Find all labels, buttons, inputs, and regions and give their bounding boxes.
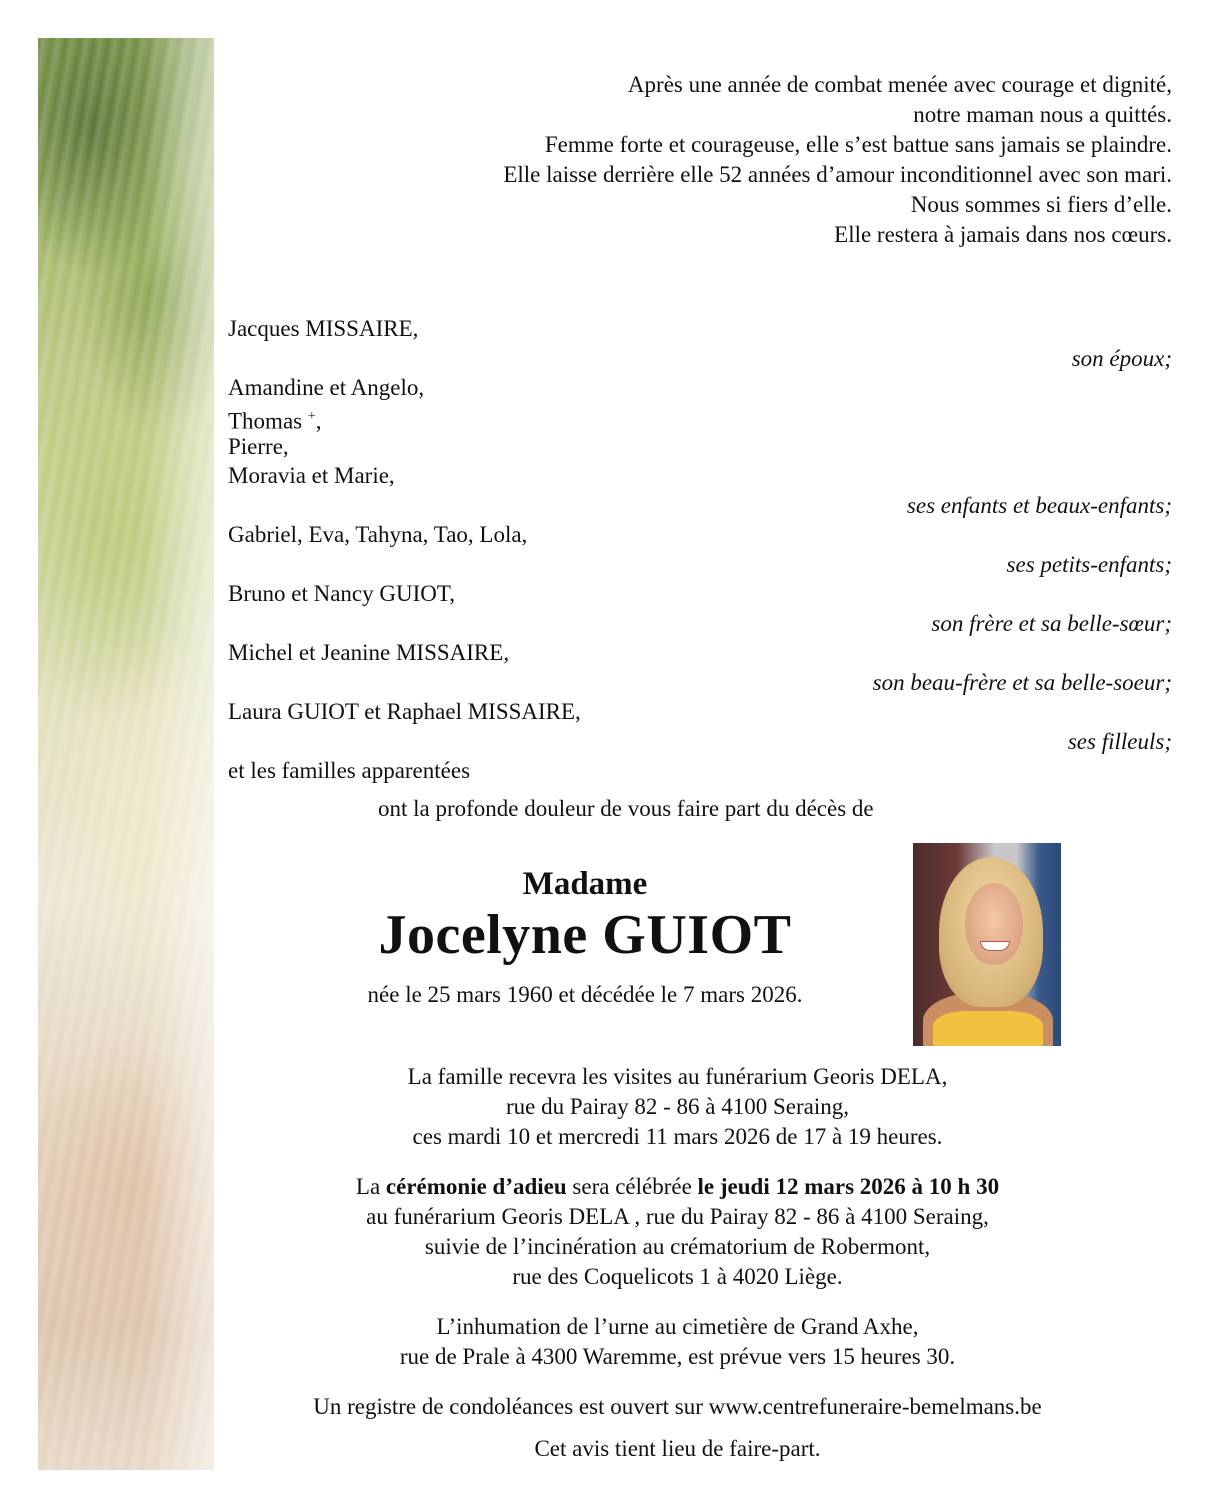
portrait-face [965,883,1023,965]
family-brother: Bruno et Nancy GUIOT, [228,581,455,606]
ceremony-line-3: suivie de l’incinération au crématorium de Robermont, [424,1234,931,1259]
ceremony-line-2: au funérarium Georis DELA , rue du Pairay 82 - 86 à 4100 Seraing, [366,1204,989,1229]
poem-line: Femme forte et courageuse, elle s’est battue sans jamais se plaindre. [544,132,1172,157]
family-children-1: Amandine et Angelo, [228,375,425,400]
portrait-top [933,1011,1043,1046]
poem-line: Elle laisse derrière elle 52 années d’amour inconditionnel avec son mari. [503,162,1172,187]
announcement: ont la profonde douleur de vous faire part du décès de [378,796,874,821]
poem-line: Elle restera à jamais dans nos cœurs. [834,222,1172,247]
relation-children: ses enfants et beaux-enfants; [906,493,1172,518]
visits-line: La famille recevra les visites au funérarium Georis DELA, [407,1064,948,1089]
ceremony-datetime: le jeudi 12 mars 2026 à 10 h 30 [697,1174,1000,1199]
opening-poem [272,70,1172,250]
relation-godchildren: ses filleuls; [1067,729,1172,754]
poem-line: Nous sommes si fiers d’elle. [910,192,1172,217]
child-name: Thomas [228,408,308,434]
banner-fade [144,38,214,1470]
decorative-forest-banner [38,38,214,1470]
deceased-dates: née le 25 mars 1960 et décédée le 7 mars 2026. [367,982,803,1007]
visits-line: ces mardi 10 et mercredi 11 mars 2026 de 17 à 19 heures. [412,1124,943,1149]
deceased-name: Jocelyne GUIOT [378,904,792,966]
ceremony-line-1 [230,1172,1125,1202]
ceremony-label: cérémonie d’adieu [385,1174,567,1199]
deceased-title: Madame [522,866,648,902]
relation-inlaw: son beau-frère et sa belle-soeur; [872,670,1172,695]
family-grandchildren: Gabriel, Eva, Tahyna, Tao, Lola, [228,522,528,547]
deceased-portrait [913,843,1061,1046]
ceremony-line-4: rue des Coquelicots 1 à 4020 Liège. [512,1264,843,1289]
ceremony-text: sera célébrée [566,1174,698,1199]
poem-line: Après une année de combat menée avec courage et dignité, [627,72,1172,97]
family-husband: Jacques MISSAIRE, [228,316,419,341]
burial-line: L’inhumation de l’urne au cimetière de Grand Axhe, [436,1314,919,1339]
visits-info [230,1062,1125,1152]
notice-footer: Cet avis tient lieu de faire-part. [534,1436,821,1461]
ceremony-text: La [355,1174,386,1199]
relation-brother: son frère et sa belle-sœur; [931,611,1172,636]
relation-husband: son époux; [1071,346,1172,371]
family-others: et les familles apparentées [228,758,471,783]
comma: , [315,408,322,434]
condolence-register: Un registre de condoléances est ouvert sur www.centrefuneraire-bemelmans.be [313,1394,1042,1419]
family-inlaw: Michel et Jeanine MISSAIRE, [228,640,510,665]
relation-grandchildren: ses petits-enfants; [1006,552,1172,577]
family-children-3: Pierre, [228,434,289,459]
ceremony-info [230,1172,1125,1292]
poem-line: notre maman nous a quittés. [913,102,1172,127]
family-godchildren: Laura GUIOT et Raphael MISSAIRE, [228,699,581,724]
visits-line: rue du Pairay 82 - 86 à 4100 Seraing, [505,1094,849,1119]
family-children-4: Moravia et Marie, [228,463,395,488]
burial-line: rue de Prale à 4300 Waremme, est prévue vers 15 heures 30. [399,1344,956,1369]
deceased-mark: + [307,409,316,424]
burial-info [230,1312,1125,1372]
